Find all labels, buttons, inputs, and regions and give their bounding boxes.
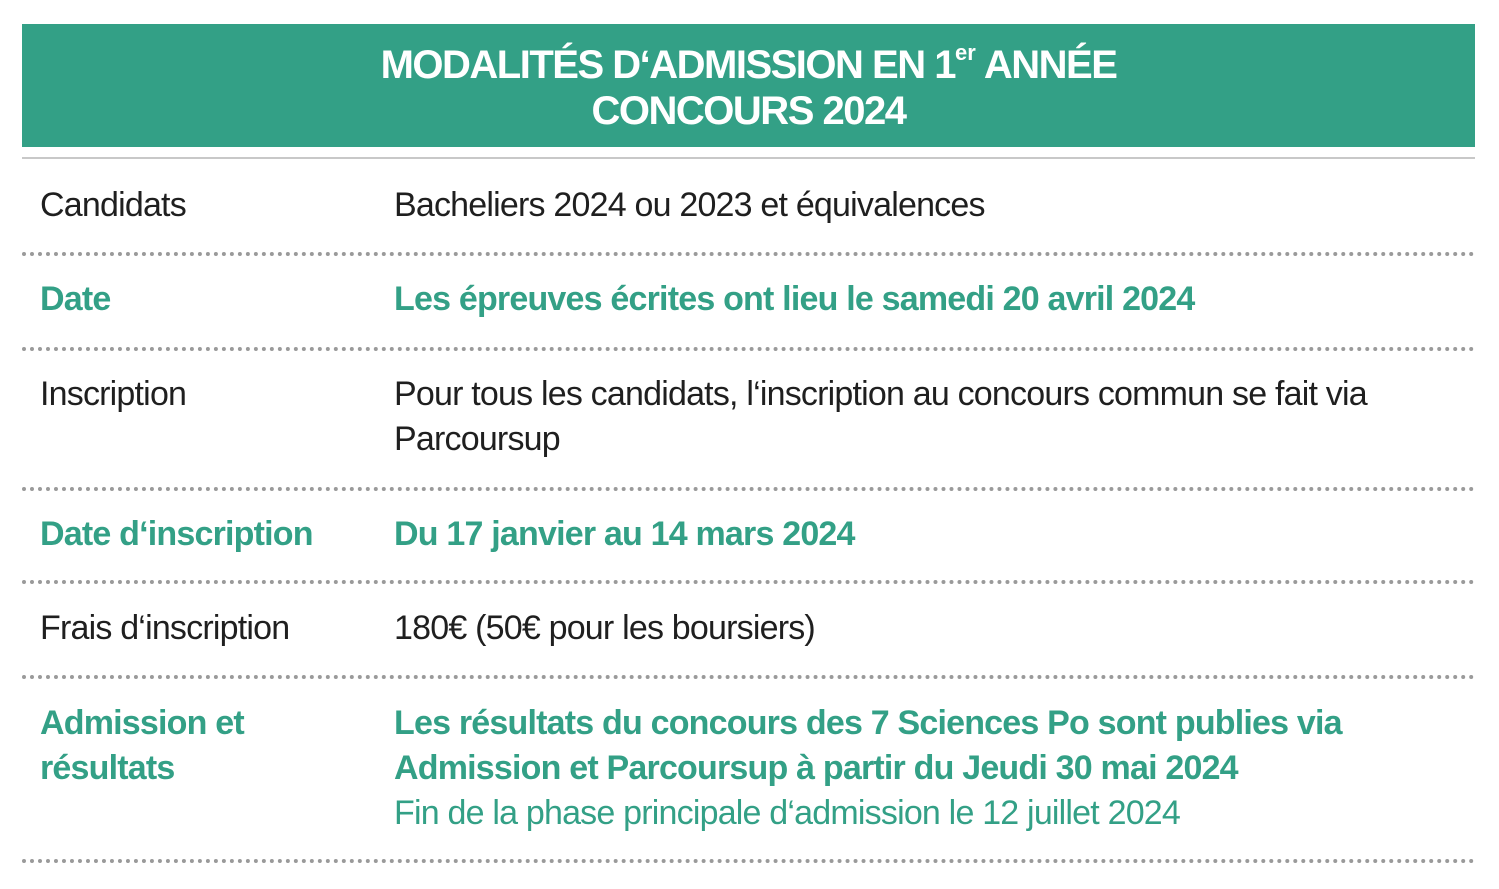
- row-label: Date: [40, 280, 111, 318]
- row-label: Admission et résultats: [40, 704, 244, 787]
- row-label: Inscription: [40, 375, 187, 413]
- row-value: Du 17 janvier au 14 mars 2024: [394, 515, 855, 553]
- row-value: Bacheliers 2024 ou 2023 et équivalences: [394, 186, 985, 224]
- row-label: Candidats: [40, 186, 186, 224]
- row-divider: [22, 859, 1475, 863]
- row-label: Frais d‘inscription: [40, 609, 290, 647]
- row-divider: [22, 580, 1475, 584]
- row-value: 180€ (50€ pour les boursiers): [394, 609, 815, 647]
- row-value-sub: Fin de la phase principale d‘admission le 12 juillet 2024: [394, 794, 1181, 832]
- row-value: Les épreuves écrites ont lieu le samedi 20 avril 2024: [394, 280, 1195, 318]
- header-title-line1: MODALITÉS D‘ADMISSION EN 1er ANNÉE: [380, 40, 1117, 87]
- row-label: Date d‘inscription: [40, 515, 313, 553]
- row-divider: [22, 347, 1475, 351]
- row-divider: [22, 252, 1475, 256]
- header-title-line2: CONCOURS 2024: [591, 89, 906, 133]
- ordinal-superscript: er: [954, 40, 976, 65]
- table-header: [22, 24, 1475, 147]
- row-value-main: Les résultats du concours des 7 Sciences Po sont publies via Admission et Parcoursup à partir du Jeudi 30 mai 2024: [394, 704, 1342, 787]
- row-value: [394, 701, 1469, 836]
- row-divider: [22, 675, 1475, 679]
- row-value: Pour tous les candidats, l‘inscription au concours commun se fait via Parcoursup: [394, 375, 1367, 458]
- row-divider: [22, 487, 1475, 491]
- header-divider: [22, 157, 1475, 159]
